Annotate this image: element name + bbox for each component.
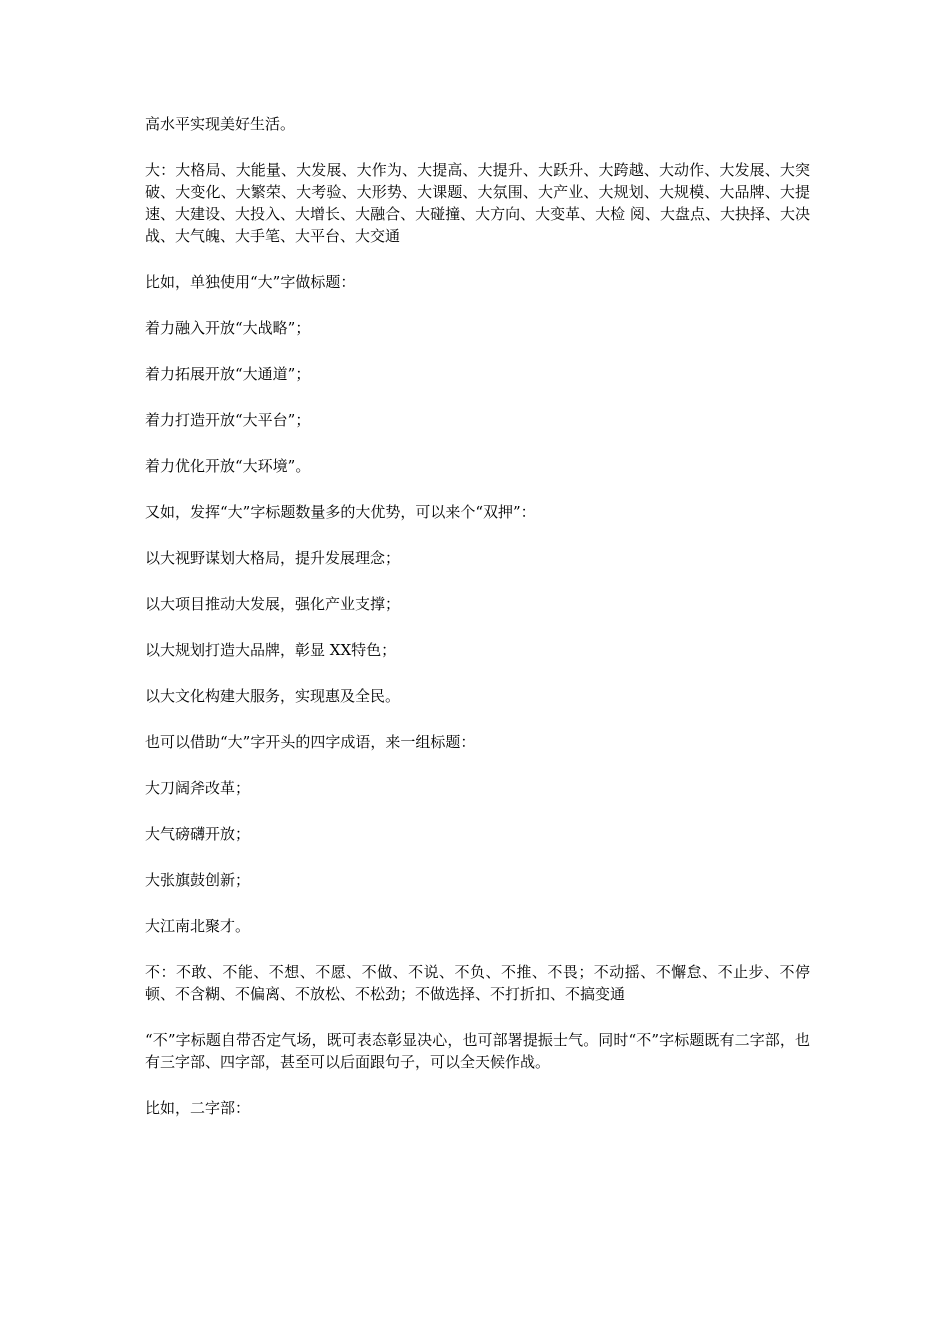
paragraph: 大气磅礴开放； xyxy=(145,825,251,843)
document-body xyxy=(145,113,810,1143)
paragraph: 高水平实现美好生活。 xyxy=(145,115,296,133)
paragraph: 大：大格局、大能量、大发展、大作为、大提高、大提升、大跃升、大跨越、大动作、大发展、大突破、大变化、大繁荣、大考验、大形势、大课题、大氛围、大产业、大规划、大规模、大品牌、大提速、大建设、大投入、大增长、大融合、大碰撞、大方向、大变革、大检 阅、大盘点、大抉择、大决战、大气魄、大手笔、大平台、大交通 xyxy=(145,161,810,245)
paragraph: 比如，二字部： xyxy=(145,1099,251,1117)
paragraph: 以大项目推动大发展，强化产业支撑； xyxy=(145,595,401,613)
paragraph: 大刀阔斧改革； xyxy=(145,779,251,797)
paragraph: 着力打造开放“大平台”； xyxy=(145,411,311,429)
paragraph: 不：不敢、不能、不想、不愿、不做、不说、不负、不推、不畏；不动摇、不懈怠、不止步、不停顿、不含糊、不偏离、不放松、不松劲；不做选择、不打折扣、不搞变通 xyxy=(145,963,810,1003)
paragraph: 大张旗鼓创新； xyxy=(145,871,251,889)
paragraph: 也可以借助“大”字开头的四字成语，来一组标题： xyxy=(145,733,476,751)
paragraph: 比如，单独使用“大”字做标题： xyxy=(145,273,356,291)
paragraph: 大江南北聚才。 xyxy=(145,917,251,935)
paragraph: 又如，发挥“大”字标题数量多的大优势，可以来个“双押”： xyxy=(145,503,536,521)
paragraph: 以大文化构建大服务，实现惠及全民。 xyxy=(145,687,401,705)
paragraph: 着力优化开放“大环境”。 xyxy=(145,457,311,475)
paragraph: 着力拓展开放“大通道”； xyxy=(145,365,311,383)
paragraph: 着力融入开放“大战略”； xyxy=(145,319,311,337)
paragraph: “不”字标题自带否定气场，既可表态彰显决心，也可部署提振士气。同时“不”字标题既有二字部，也有三字部、四字部，甚至可以后面跟句子，可以全天候作战。 xyxy=(145,1031,810,1071)
paragraph: 以大规划打造大品牌，彰显 XX特色； xyxy=(145,641,397,659)
paragraph: 以大视野谋划大格局，提升发展理念； xyxy=(145,549,401,567)
